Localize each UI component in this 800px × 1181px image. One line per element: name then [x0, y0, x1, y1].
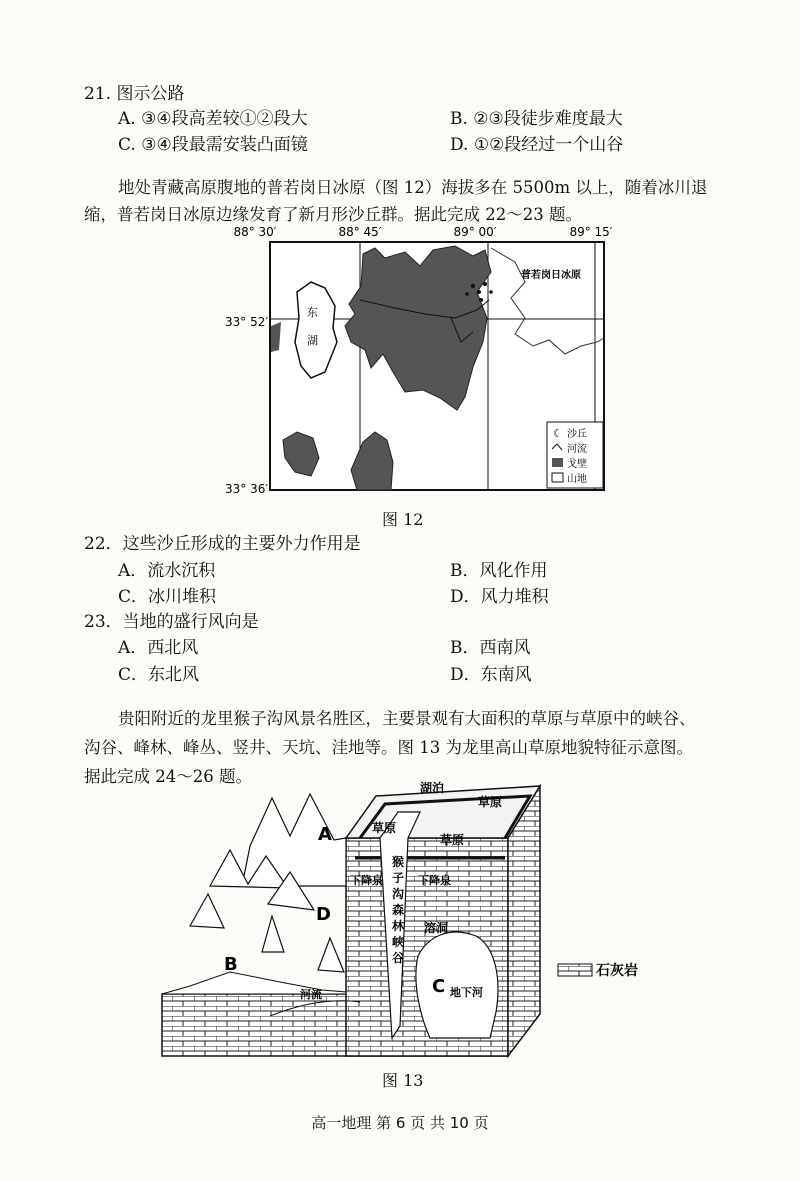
- fig12-legend-river: 河流: [567, 444, 587, 455]
- fig13-gorge-char-3: 沟: [392, 887, 405, 901]
- figure-12-map: [215, 222, 615, 500]
- fig13-label-grass-mid: 草原: [440, 833, 465, 847]
- fig13-label-grass-top: 草原: [478, 795, 503, 809]
- q22-option-c: C．冰川堆积: [118, 587, 217, 607]
- legend-dune-icon: ☾: [553, 427, 563, 440]
- fig13-gorge-char-7: 谷: [392, 951, 405, 965]
- intro-22-23-line2: 缩，普若岗日冰原边缘发育了新月形沙丘群。据此完成 22～23 题。: [84, 205, 582, 224]
- fig12-lat-1: 33° 52′: [225, 315, 269, 329]
- intro-24-26-line1: 贵阳附近的龙里猴子沟风景名胜区，主要景观有大面积的草原与草原中的峡谷、: [118, 709, 696, 728]
- fig12-legend-mountain: 山地: [567, 474, 587, 485]
- intro-24-26-line3: 据此完成 24～26 题。: [84, 767, 252, 786]
- fig13-label-spring-left: 下降泉: [350, 874, 383, 887]
- fig13-gorge-char-6: 峡: [392, 935, 405, 949]
- fig13-label-cave: 溶洞: [424, 921, 449, 935]
- q21-option-c: C. ③④段最需安装凸面镜: [118, 135, 308, 155]
- fig13-gorge-char-1: 猴: [392, 855, 405, 869]
- intro-22-23-line1: 地处青藏高原腹地的普若岗日冰原（图 12）海拔多在 5500m 以上，随着冰川退: [118, 178, 708, 197]
- q21-stem: 21. 图示公路: [84, 84, 185, 104]
- fig12-lat-2: 33° 36′: [225, 482, 269, 496]
- fig12-legend-gobi: 戈壁: [567, 459, 587, 470]
- fig13-label-b: B: [224, 954, 238, 975]
- q21-option-d: D. ①②段经过一个山谷: [450, 135, 624, 155]
- q21-option-a: A. ③④段高差较①②段大: [118, 109, 308, 129]
- fig12-lon-1: 88° 30′: [233, 225, 277, 239]
- legend-mountain-icon: [552, 473, 563, 482]
- fig13-label-d: D: [316, 904, 331, 925]
- q22-option-b: B．风化作用: [450, 561, 548, 581]
- fig12-lake-label-1: 东: [307, 306, 318, 319]
- q23-option-a: A．西北风: [118, 638, 199, 658]
- fig13-label-a: A: [318, 824, 332, 845]
- q23-option-d: D．东南风: [450, 665, 532, 685]
- fig12-legend-dune: 沙丘: [567, 429, 587, 440]
- q23-stem: 23．当地的盛行风向是: [84, 612, 259, 632]
- fig13-caption: 图 13: [382, 1071, 424, 1090]
- q23-option-b: B．西南风: [450, 638, 531, 658]
- fig12-lon-4: 89° 15′: [569, 225, 613, 239]
- fig12-caption: 图 12: [382, 510, 424, 529]
- q22-option-a: A．流水沉积: [118, 561, 216, 581]
- fig13-legend-swatch: [558, 964, 592, 976]
- fig13-gorge-char-4: 森: [392, 903, 405, 917]
- q22-stem: 22．这些沙丘形成的主要外力作用是: [84, 534, 361, 554]
- q23-option-c: C．东北风: [118, 665, 200, 685]
- fig13-label-underground-river: 地下河: [450, 986, 483, 999]
- legend-gobi-icon: [552, 458, 563, 467]
- fig12-lake-label-2: 湖: [307, 334, 318, 347]
- intro-24-26-line2: 沟谷、峰林、峰丛、竖井、天坑、洼地等。图 13 为龙里高山草原地貌特征示意图。: [84, 738, 693, 757]
- fig13-label-lake: 湖泊: [420, 781, 445, 795]
- fig13-label-grass-left: 草原: [372, 821, 397, 835]
- q22-option-d: D．风力堆积: [450, 587, 549, 607]
- q21-option-b: B. ②③段徒步难度最大: [450, 109, 623, 129]
- fig13-karst-peaks: [190, 794, 346, 972]
- fig12-lon-2: 88° 45′: [338, 225, 382, 239]
- fig12-glacier-label: 普若岗日冰原: [521, 270, 581, 281]
- fig12-lon-3: 89° 00′: [453, 225, 497, 239]
- page-footer: 高一地理 第 6 页 共 10 页: [311, 1114, 489, 1132]
- fig13-label-c: C: [432, 976, 446, 997]
- fig13-legend-label: 石灰岩: [596, 963, 638, 979]
- fig13-label-spring-right: 下降泉: [418, 874, 451, 887]
- fig13-gorge-char-2: 子: [392, 871, 405, 885]
- fig13-gorge-char-5: 林: [392, 919, 405, 933]
- fig13-label-river: 河流: [300, 988, 322, 1001]
- figure-13-diagram: [150, 776, 670, 1060]
